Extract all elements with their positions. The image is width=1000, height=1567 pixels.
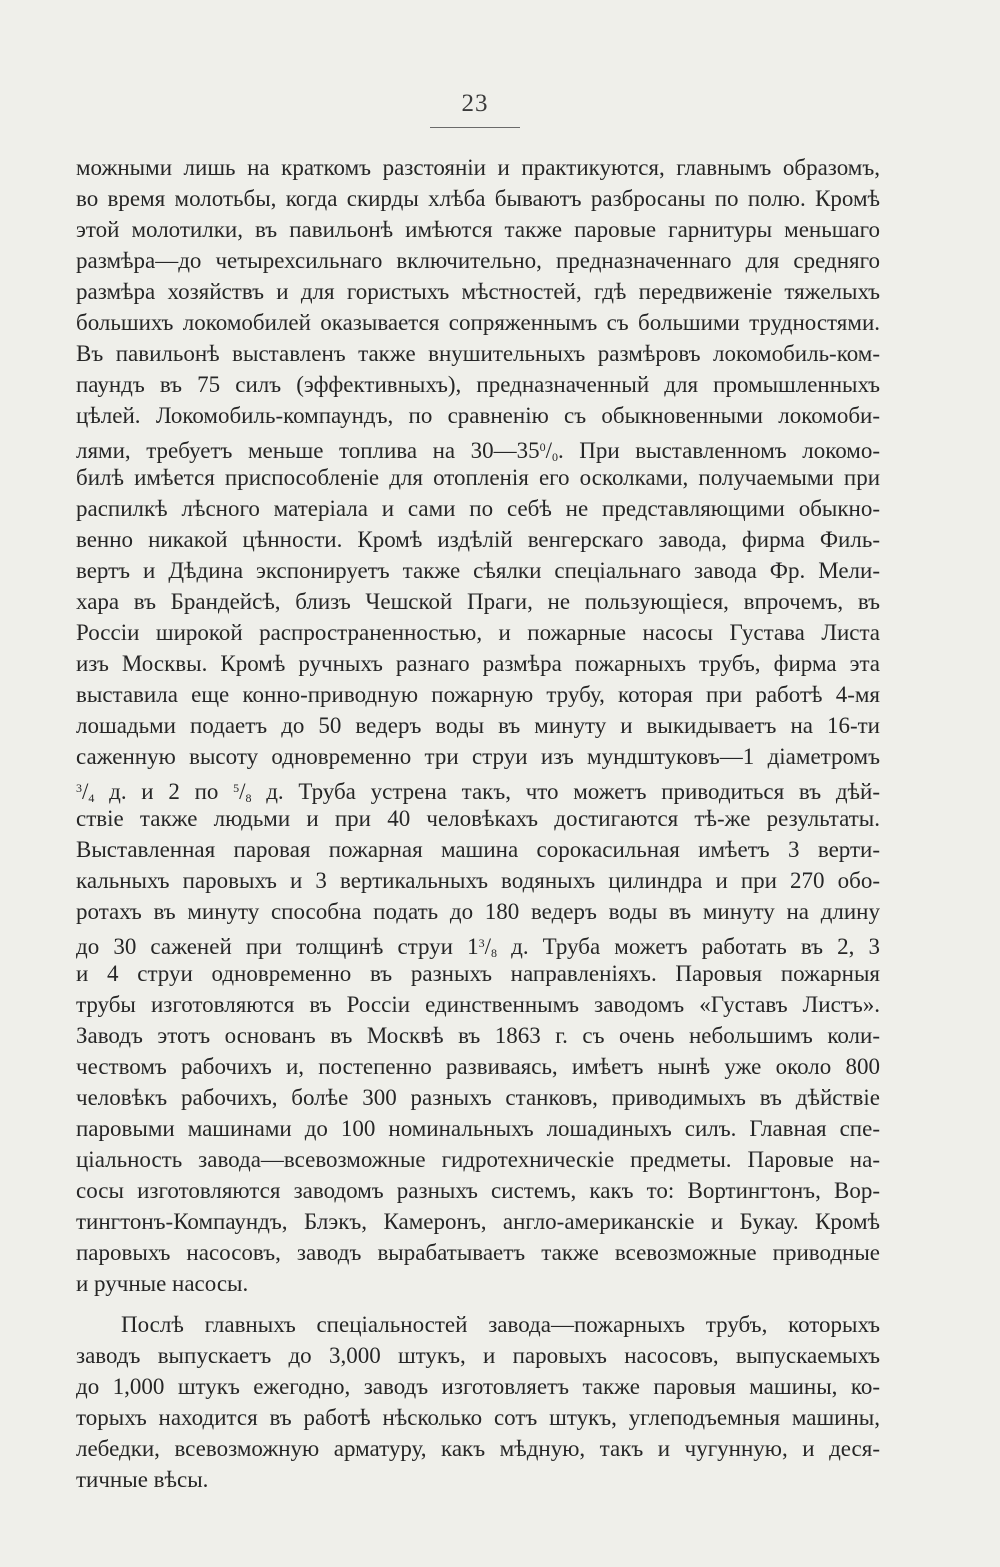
- subscript: 0: [552, 450, 559, 464]
- text-line: большихъ локомобилей оказывается сопряженнымъ съ большими трудностями.: [76, 310, 880, 335]
- text-line: трубы изготовляются въ Россiи единственнымъ заводомъ «Густавъ Листъ».: [76, 992, 880, 1017]
- text-line: до 1,000 штукъ ежегодно, заводъ изготовляетъ также паровыя машины, ко-: [76, 1374, 880, 1399]
- text-line: во время молотьбы, когда скирды хлѣба бываютъ разбросаны по полю. Кромѣ: [76, 186, 880, 211]
- text-line: торыхъ находится въ работѣ нѣсколько сотъ штукъ, углеподъемныя машины,: [76, 1405, 880, 1430]
- text-fragment: . При выставленномъ локомо-: [558, 438, 880, 463]
- text-line: билѣ имѣется приспособленiе для отопленiя его осколками, получаемыми при: [76, 465, 880, 490]
- text-line: размѣра—до четырехсильнаго включительно, предназначеннаго для средняго: [76, 248, 880, 273]
- text-line: ротахъ въ минуту способна подать до 180 ведеръ воды въ минуту на длину: [76, 899, 880, 924]
- text-line: размѣра хозяйствъ и для гористыхъ мѣстностей, гдѣ передвиженiе тяжелыхъ: [76, 279, 880, 304]
- text-line: хара въ Брандейсѣ, близъ Чешской Праги, не пользующiеся, впрочемъ, въ: [76, 589, 880, 614]
- text-line: можными лишь на краткомъ разстоянiи и практикуются, главнымъ образомъ,: [76, 155, 880, 180]
- text-line: выставила еще конно-приводную пожарную трубу, которая при работѣ 4-мя: [76, 682, 880, 707]
- superscript: 3: [76, 781, 82, 795]
- text-line: человѣкъ рабочихъ, болѣе 300 разныхъ станковъ, приводимыхъ въ дѣйствiе: [76, 1085, 880, 1110]
- text-line: ствiе также людьми и при 40 человѣкахъ достигаются тѣ-же результаты.: [76, 806, 880, 831]
- superscript: 0: [539, 440, 546, 454]
- fraction-slash: /: [484, 934, 491, 959]
- text-line: цѣлей. Локомобиль-компаундъ, по сравненiю съ обыкновенными локомоби-: [76, 403, 880, 428]
- text-line: изъ Москвы. Кромѣ ручныхъ разнаго размѣра пожарныхъ трубъ, фирма эта: [76, 651, 880, 676]
- text-line: тичные вѣсы.: [76, 1467, 209, 1492]
- subscript: 8: [491, 946, 497, 960]
- text-line: паровыми машинами до 100 номинальныхъ лошадиныхъ силъ. Главная спе-: [76, 1116, 880, 1141]
- superscript: 3: [478, 936, 485, 950]
- text-line: паровыхъ насосовъ, заводъ вырабатываетъ также всевозможные приводные: [76, 1240, 880, 1265]
- text-line: сосы изготовляются заводомъ разныхъ системъ, какъ то: Вортингтонъ, Вор-: [76, 1178, 880, 1203]
- text-line: и ручные насосы.: [76, 1271, 249, 1296]
- text-line: лошадьми подаетъ до 50 ведеръ воды въ минуту и выкидываетъ на 16-ти: [76, 713, 880, 738]
- text-line: кальныхъ паровыхъ и 3 вертикальныхъ водяныхъ цилиндра и при 270 обо-: [76, 868, 880, 893]
- text-line: венно никакой цѣнности. Кромѣ издѣлiй венгерскаго завода, фирма Филь-: [76, 527, 880, 552]
- text-line: Россiи широкой распространенностью, и пожарные насосы Густава Листа: [76, 620, 880, 645]
- text-line: Выставленная паровая пожарная машина сорокасильная имѣетъ 3 верти-: [76, 837, 880, 862]
- subscript: 8: [245, 791, 252, 805]
- fraction-slash: /: [82, 779, 89, 804]
- fraction-slash: /: [239, 779, 246, 804]
- subscript: 4: [88, 791, 95, 805]
- text-fragment: д. Труба устрена такъ, что можетъ приводиться въ дѣй-: [251, 779, 880, 804]
- text-line: тингтонъ-Компаундъ, Блэкъ, Камеронъ, англо-американскiе и Букау. Кромѣ: [76, 1209, 880, 1234]
- fraction-slash: /: [545, 438, 553, 463]
- text-line: Заводъ этотъ основанъ въ Москвѣ въ 1863 г. съ очень небольшимъ коли-: [76, 1023, 880, 1048]
- text-fragment: до 30 саженей при толщинѣ струи 1: [76, 934, 479, 959]
- text-line: паундъ въ 75 силъ (эффективныхъ), предназначенный для промышленныхъ: [76, 372, 880, 397]
- text-line: лебедки, всевозможную арматуру, какъ мѣдную, такъ и чугунную, и деся-: [76, 1436, 880, 1461]
- text-line: чествомъ рабочихъ и, постепенно развиваясь, имѣетъ нынѣ уже около 800: [76, 1054, 880, 1079]
- superscript: 5: [233, 781, 240, 795]
- text-line: цiальность завода—всевозможные гидротехническiе предметы. Паровые на-: [76, 1147, 880, 1172]
- text-fragment: д. и 2 по: [94, 779, 234, 804]
- text-line: и 4 струи одновременно въ разныхъ направленiяхъ. Паровыя пожарныя: [76, 961, 880, 986]
- text-line: заводъ выпускаетъ до 3,000 штукъ, и паровыхъ насосовъ, выпускаемыхъ: [76, 1343, 880, 1368]
- paragraph-first-line: Послѣ главныхъ спецiальностей завода—пожарныхъ трубъ, которыхъ: [121, 1312, 880, 1337]
- text-line: распилкѣ лѣсного матерiала и сами по себѣ не представляющими обыкно-: [76, 496, 880, 521]
- text-line: саженную высоту одновременно три струи изъ мундштуковъ—1 дiаметромъ: [76, 744, 880, 769]
- text-line: этой молотилки, въ павильонѣ имѣются также паровые гарнитуры меньшаго: [76, 217, 880, 242]
- text-fragment: лями, требуетъ меньше топлива на 30—35: [76, 438, 540, 463]
- text-line: вертъ и Дѣдина экспонируетъ также сѣялки спецiальнаго завода Фр. Мели-: [76, 558, 880, 583]
- text-line: Въ павильонѣ выставленъ также внушительныхъ размѣровъ локомобиль-ком-: [76, 341, 880, 366]
- text-fragment: д. Труба можетъ работать въ 2, 3: [497, 934, 880, 959]
- page-number: 23: [461, 90, 489, 117]
